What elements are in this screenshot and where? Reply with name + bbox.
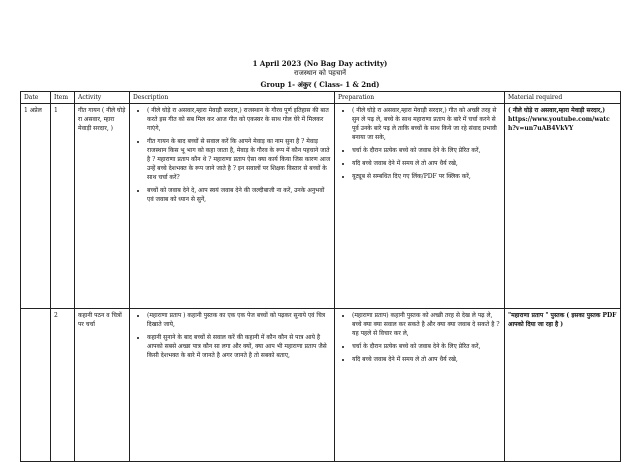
list-item: • चर्चा के दौरान प्रत्येक बच्चे को जवाब देने के लिए प्रेरित करें, [352,146,501,155]
list-item: • यदि बच्चे जवाब देने में समय ले तो आप धैर्य रखे, [352,355,501,364]
column-header-activity: Activity [75,92,130,104]
list-item: • कहानी सुनाने के बाद बच्चों से सवाल करें की कहानी में कौन कौन से पात्र आये है आपको सबसे अच्छा पात्र कौन सा लगा और क्यों, क्या आप भी महाराणा प्रताप जैसे किसी देशभक्त के बारे में जानते है अगर जानते है तो सबको बताए, [147,333,331,360]
cell-date: 1 अप्रेल [21,104,51,309]
youtube-link[interactable]: https://www.youtube.com/watch?v=un7uAB4VkVY [508,116,610,132]
cell-activity: कहानी पठन व चित्रों पर चर्चा [75,309,130,462]
list-item: • यदि बच्चे जवाब देने में समय ले तो आप धैर्य रखे, [352,159,501,168]
cell-material [505,104,621,309]
document-subtitle: राजस्थान को पहचानें [293,69,347,77]
column-header-material: Material required [505,92,621,104]
column-header-preparation: Preparation [335,92,505,104]
material-text: "महाराणा प्रताप " पुस्तक ( इसका पुस्तक PDF आपको दिया जा रहा है ) [508,312,617,328]
list-item: • (महाराणा प्रताप) कहानी पुस्तक को अच्छी तरह से देख ले पढ़ ले, बच्चे क्या क्या सवाल कर सकते है और क्या क्या जवाब दे सकते है ? यह पहले से विचार कर ले, [352,311,501,338]
list-item: • चर्चा के दौरान प्रत्येक बच्चे को जवाब देने के लिए प्रेरित करें, [352,342,501,351]
cell-description [130,309,335,462]
cell-description [130,104,335,309]
cell-date [21,309,51,462]
description-list [133,311,331,360]
list-item: • गीत गायन के बाद बच्चों से सवाल करें कि आपने मेवाड़ का नाम सुना है ? मेवाड़ राजस्थान किस भू भाग को कहा जाता है, मेवाड़ के गौरव के रूप में कौन पहचाने जाते है ? महाराणा प्रताप कौन थे ? महाराणा प्रताप ऐसा क्या कार्य किया जिस कारण आज उन्हें बच्चे देशभक्त के रूप जाने जाते है ? इन सवालों पर शिक्षक विस्तार से बच्चों के साथ चर्चा करें? [147,137,331,182]
activity-plan-table [20,91,621,462]
cell-preparation [335,104,505,309]
cell-item: 2 [51,309,75,462]
cell-preparation [335,309,505,462]
preparation-list [338,106,501,181]
column-header-description: Description [130,92,335,104]
column-header-item: Item [51,92,75,104]
list-item: • (महाराणा प्रताप ) कहानी पुस्तक का एक एक पेज बच्चों को पढ़कर सुनाये एवं चित्र दिखाते जाये, [147,311,331,329]
cell-material [505,309,621,462]
material-text: ( नीले घोड़े रा असवार,म्हारा मेवाड़ी सरदार,) [508,107,606,114]
preparation-list [338,311,501,364]
column-header-date: Date [21,92,51,104]
list-item: • ( नीले घोड़े रा असवार,म्हारा मेवाड़ी सरदार,) राजस्थान के गौरव पूर्ण इतिहास की बात करते इस गीत को सब मिल कर आज गीत को एकस्वर के साथ गोल घेरे में मिलकर गाएंगे, [147,106,331,133]
table-row [21,309,621,462]
description-list [133,106,331,204]
table-row [21,104,621,309]
table-header-row [21,92,621,104]
document-title: 1 April 2023 (No Bag Day activity) [252,59,388,68]
list-item: • बच्चों को जवाब देने दे, आप स्वयं जवाब देने की जल्दीबाजी ना करें, उनके अनुभवों एवं जवाब को ध्यान से सुनें, [147,186,331,204]
cell-activity: गीत गायन ( नीले घोड़े रा असवार, म्हारा मेवाड़ी सरदार, ) [75,104,130,309]
group-label: Group 1- अंकुर ( Class- 1 & 2nd) [260,80,380,89]
list-item: • यूट्यूब से सम्बधित दिए गए लिंक/PDF पर क्लिक करें, [352,172,501,181]
cell-item: 1 [51,104,75,309]
list-item: • ( नीले घोड़े रा असवार,म्हारा मेवाड़ी सरदार,) गीत को अच्छी तरह से सुन ले पढ़ ले, बच्चे के साथ महाराणा प्रताप के बारे में चर्चा करने से पूर्व उनके बारे पढ़ ले ताकि बच्चों के साथ किये जा रहे संवाद प्रभावी बनाया जा सके, [352,106,501,142]
